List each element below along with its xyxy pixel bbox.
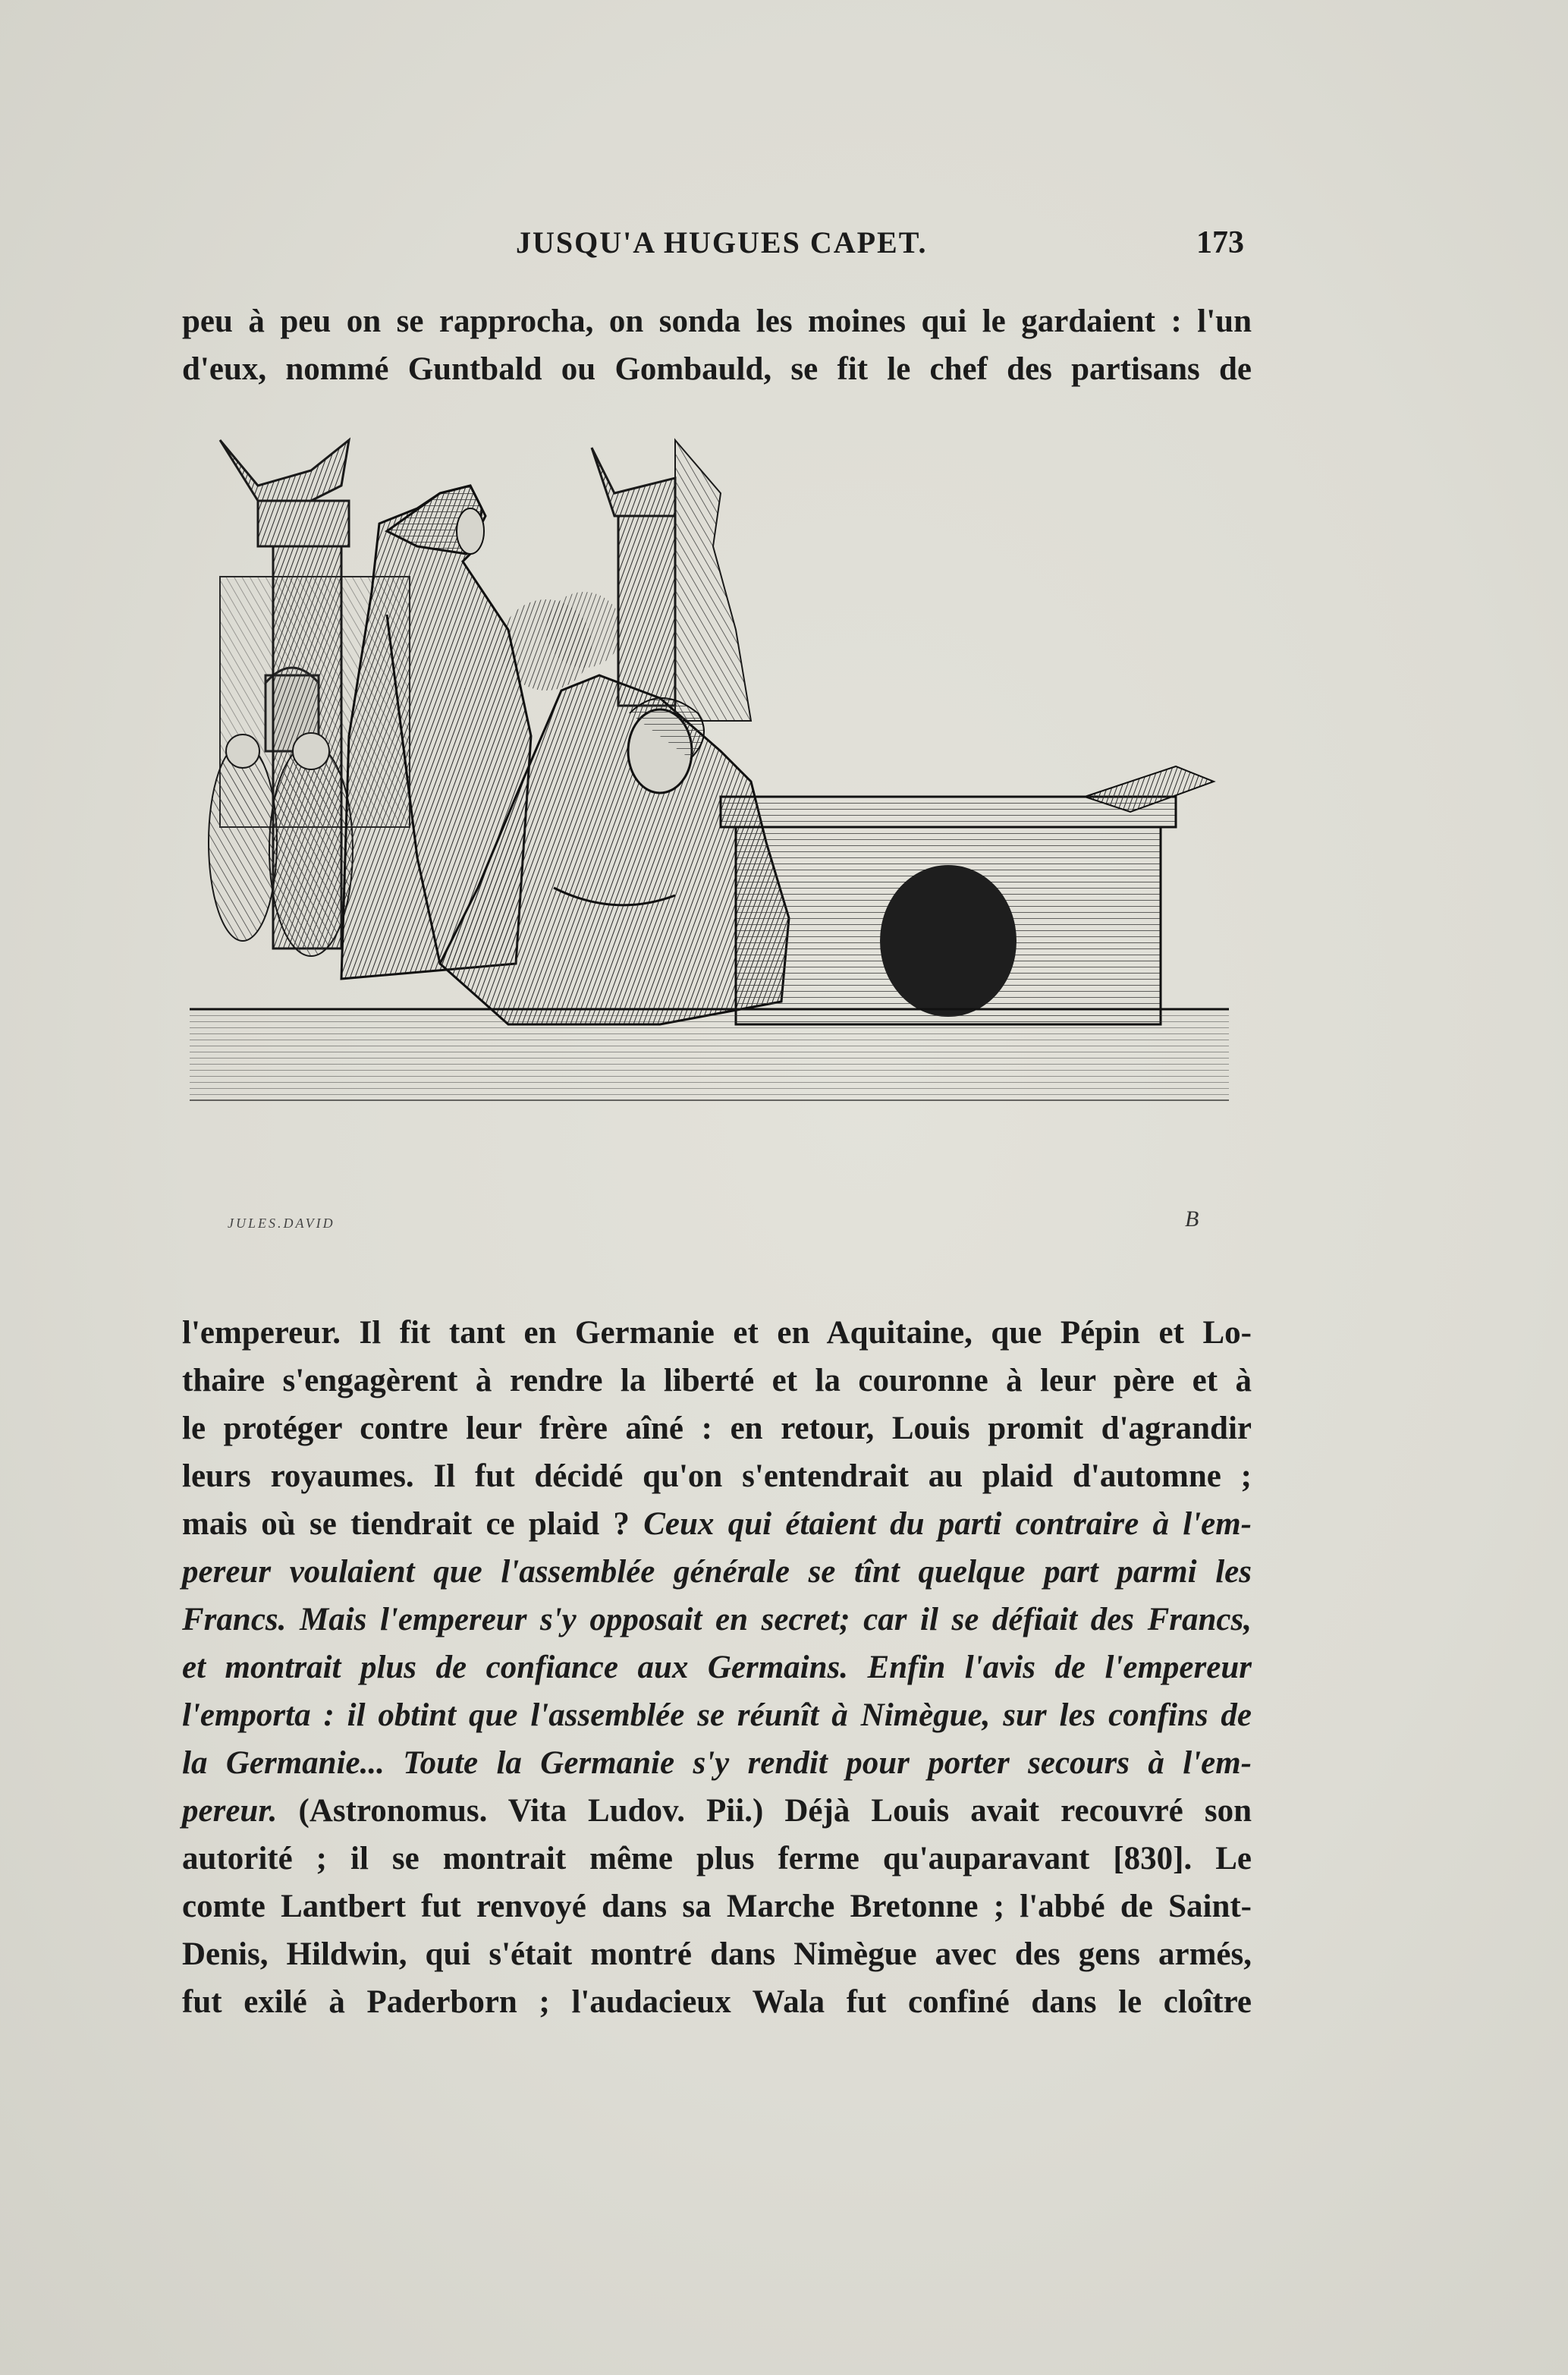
page-number: 173 xyxy=(1196,225,1244,260)
text-line: et montrait plus de confiance aux Germains. Enfin l'avis de l'empereur xyxy=(182,1650,1252,1685)
engraver-signature: JULES.DAVID xyxy=(228,1216,335,1231)
text-line: l'empereur. Il fit tant en Germanie et en Aquitaine, que Pépin et Lo- xyxy=(182,1315,1252,1351)
engraving-illustration xyxy=(190,433,1229,1244)
engraver-monogram: B xyxy=(1185,1206,1199,1232)
text-line: Denis, Hildwin, qui s'était montré dans Nimègue avec des gens armés, xyxy=(182,1936,1252,1972)
bottom-paragraph xyxy=(182,1309,1252,2026)
text-line: pereur. (Astronomus. Vita Ludov. Pii.) Déjà Louis avait recouvré son xyxy=(182,1793,1252,1829)
text-line: la Germanie... Toute la Germanie s'y rendit pour porter secours à l'em- xyxy=(182,1745,1252,1781)
text-line: fut exilé à Paderborn ; l'audacieux Wala fut confiné dans le cloître xyxy=(182,1984,1252,2020)
text-line: peu à peu on se rapprocha, on sonda les moines qui le gardaient : l'un xyxy=(182,304,1252,339)
text-line: comte Lantbert fut renvoyé dans sa Marche Bretonne ; l'abbé de Saint- xyxy=(182,1889,1252,1924)
text-line: Francs. Mais l'empereur s'y opposait en secret; car il se défiait des Francs, xyxy=(182,1602,1252,1637)
engraving-drawing xyxy=(190,433,1229,1244)
text-line: le protéger contre leur frère aîné : en retour, Louis promit d'agrandir xyxy=(182,1411,1252,1446)
text-line: pereur voulaient que l'assemblée générale se tînt quelque part parmi les xyxy=(182,1554,1252,1590)
running-head xyxy=(182,225,1244,270)
text-line: thaire s'engagèrent à rendre la liberté et la couronne à leur père et à xyxy=(182,1363,1252,1398)
top-paragraph xyxy=(182,297,1252,393)
text-line: l'emporta : il obtint que l'assemblée se réunît à Nimègue, sur les confins de xyxy=(182,1697,1252,1733)
text-line: leurs royaumes. Il fut décidé qu'on s'entendrait au plaid d'automne ; xyxy=(182,1458,1252,1494)
running-title: JUSQU'A HUGUES CAPET. xyxy=(516,225,928,260)
text-line: mais où se tiendrait ce plaid ? Ceux qui étaient du parti contraire à l'em- xyxy=(182,1506,1252,1542)
text-line: d'eux, nommé Guntbald ou Gombauld, se fit le chef des partisans de xyxy=(182,351,1252,387)
text-line: autorité ; il se montrait même plus ferme qu'auparavant [830]. Le xyxy=(182,1841,1252,1876)
